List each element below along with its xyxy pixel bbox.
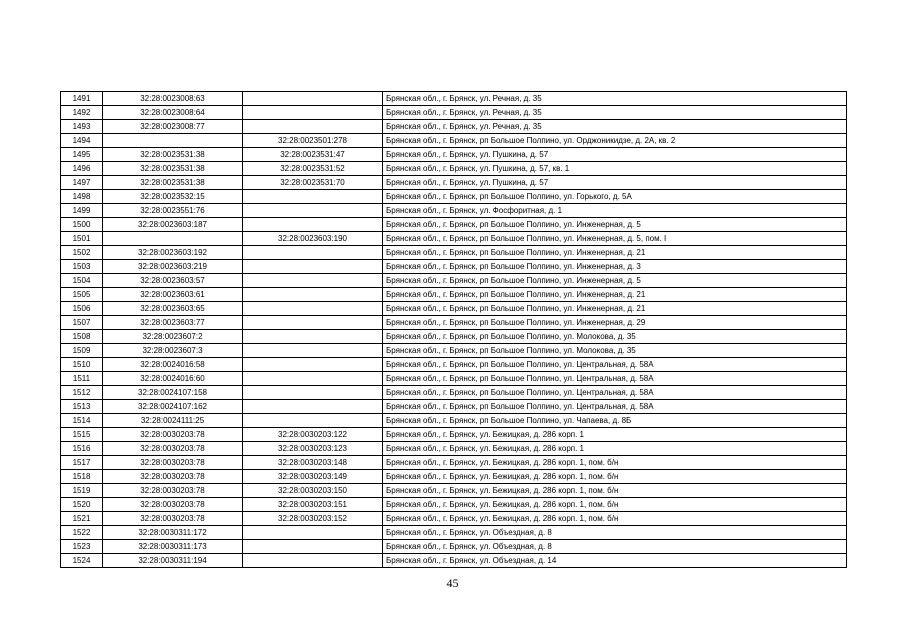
land-cadastral-number-cell: 32:28:0024016:60: [103, 372, 243, 386]
table-row: [61, 512, 847, 526]
row-number-cell: 1493: [61, 120, 103, 134]
land-cadastral-number-cell: 32:28:0023531:38: [103, 162, 243, 176]
address-cell: Брянская обл., г. Брянск, ул. Объездная, д. 8: [383, 526, 847, 540]
address-cell: Брянская обл., г. Брянск, ул. Бежицкая, д. 286 корп. 1, пом. б/н: [383, 484, 847, 498]
land-cadastral-number-cell: 32:28:0030311:173: [103, 540, 243, 554]
row-number-cell: 1499: [61, 204, 103, 218]
land-cadastral-number-cell: 32:28:0024016:58: [103, 358, 243, 372]
object-cadastral-number-cell: [243, 190, 383, 204]
table-row: [61, 190, 847, 204]
land-cadastral-number-cell: 32:28:0024107:158: [103, 386, 243, 400]
row-number-cell: 1524: [61, 554, 103, 568]
table-row: [61, 554, 847, 568]
land-cadastral-number-cell: 32:28:0030311:194: [103, 554, 243, 568]
table-row: [61, 148, 847, 162]
row-number-cell: 1510: [61, 358, 103, 372]
object-cadastral-number-cell: 32:28:0030203:150: [243, 484, 383, 498]
table-row: [61, 330, 847, 344]
land-cadastral-number-cell: 32:28:0023603:65: [103, 302, 243, 316]
table-row: [61, 456, 847, 470]
object-cadastral-number-cell: [243, 526, 383, 540]
address-cell: Брянская обл., г. Брянск, ул. Речная, д. 35: [383, 120, 847, 134]
object-cadastral-number-cell: [243, 372, 383, 386]
table-body: [61, 92, 847, 568]
land-cadastral-number-cell: [103, 134, 243, 148]
row-number-cell: 1508: [61, 330, 103, 344]
table-row: [61, 358, 847, 372]
land-cadastral-number-cell: 32:28:0023008:77: [103, 120, 243, 134]
object-cadastral-number-cell: [243, 386, 383, 400]
object-cadastral-number-cell: [243, 92, 383, 106]
address-cell: Брянская обл., г. Брянск, ул. Бежицкая, д. 286 корп. 1, пом. б/н: [383, 470, 847, 484]
row-number-cell: 1519: [61, 484, 103, 498]
object-cadastral-number-cell: [243, 246, 383, 260]
land-cadastral-number-cell: 32:28:0030203:78: [103, 484, 243, 498]
row-number-cell: 1522: [61, 526, 103, 540]
table-row: [61, 372, 847, 386]
row-number-cell: 1511: [61, 372, 103, 386]
row-number-cell: 1520: [61, 498, 103, 512]
address-cell: Брянская обл., г. Брянск, рп Большое Полпино, ул. Центральная, д. 58А: [383, 400, 847, 414]
object-cadastral-number-cell: 32:28:0030203:151: [243, 498, 383, 512]
object-cadastral-number-cell: 32:28:0030203:122: [243, 428, 383, 442]
address-cell: Брянская обл., г. Брянск, ул. Фосфоритная, д. 1: [383, 204, 847, 218]
row-number-cell: 1518: [61, 470, 103, 484]
row-number-cell: 1509: [61, 344, 103, 358]
address-cell: Брянская обл., г. Брянск, рп Большое Полпино, ул. Чапаева, д. 8Б: [383, 414, 847, 428]
table-row: [61, 120, 847, 134]
object-cadastral-number-cell: [243, 302, 383, 316]
object-cadastral-number-cell: [243, 316, 383, 330]
address-cell: Брянская обл., г. Брянск, ул. Пушкина, д. 57: [383, 148, 847, 162]
object-cadastral-number-cell: 32:28:0030203:148: [243, 456, 383, 470]
address-cell: Брянская обл., г. Брянск, ул. Бежицкая, д. 286 корп. 1, пом. б/н: [383, 498, 847, 512]
table-row: [61, 400, 847, 414]
address-cell: Брянская обл., г. Брянск, рп Большое Полпино, ул. Инженерная, д. 5, пом. I: [383, 232, 847, 246]
row-number-cell: 1504: [61, 274, 103, 288]
address-cell: Брянская обл., г. Брянск, ул. Пушкина, д. 57: [383, 176, 847, 190]
land-cadastral-number-cell: 32:28:0030203:78: [103, 428, 243, 442]
land-cadastral-number-cell: 32:28:0030203:78: [103, 498, 243, 512]
address-cell: Брянская обл., г. Брянск, рп Большое Полпино, ул. Инженерная, д. 21: [383, 288, 847, 302]
address-cell: Брянская обл., г. Брянск, рп Большое Полпино, ул. Молокова, д. 35: [383, 344, 847, 358]
address-cell: Брянская обл., г. Брянск, ул. Бежицкая, д. 286 корп. 1, пом. б/н: [383, 456, 847, 470]
object-cadastral-number-cell: [243, 330, 383, 344]
table-row: [61, 386, 847, 400]
table-row: [61, 106, 847, 120]
object-cadastral-number-cell: 32:28:0023531:47: [243, 148, 383, 162]
object-cadastral-number-cell: [243, 344, 383, 358]
table-row: [61, 274, 847, 288]
table-row: [61, 316, 847, 330]
land-cadastral-number-cell: 32:28:0023008:63: [103, 92, 243, 106]
object-cadastral-number-cell: [243, 358, 383, 372]
row-number-cell: 1498: [61, 190, 103, 204]
table-row: [61, 246, 847, 260]
address-cell: Брянская обл., г. Брянск, ул. Объездная, д. 8: [383, 540, 847, 554]
address-cell: Брянская обл., г. Брянск, ул. Речная, д. 35: [383, 92, 847, 106]
table-row: [61, 344, 847, 358]
address-cell: Брянская обл., г. Брянск, рп Большое Полпино, ул. Инженерная, д. 3: [383, 260, 847, 274]
object-cadastral-number-cell: [243, 400, 383, 414]
object-cadastral-number-cell: [243, 120, 383, 134]
land-cadastral-number-cell: 32:28:0030203:78: [103, 456, 243, 470]
object-cadastral-number-cell: 32:28:0030203:149: [243, 470, 383, 484]
object-cadastral-number-cell: 32:28:0030203:123: [243, 442, 383, 456]
object-cadastral-number-cell: 32:28:0023531:70: [243, 176, 383, 190]
row-number-cell: 1517: [61, 456, 103, 470]
table-row: [61, 302, 847, 316]
land-cadastral-number-cell: 32:28:0030203:78: [103, 512, 243, 526]
object-cadastral-number-cell: [243, 204, 383, 218]
address-cell: Брянская обл., г. Брянск, рп Большое Полпино, ул. Орджоникидзе, д. 2А, кв. 2: [383, 134, 847, 148]
land-cadastral-number-cell: 32:28:0023008:64: [103, 106, 243, 120]
table-row: [61, 414, 847, 428]
row-number-cell: 1502: [61, 246, 103, 260]
row-number-cell: 1507: [61, 316, 103, 330]
property-table: [60, 91, 847, 568]
object-cadastral-number-cell: 32:28:0030203:152: [243, 512, 383, 526]
row-number-cell: 1495: [61, 148, 103, 162]
address-cell: Брянская обл., г. Брянск, ул. Бежицкая, д. 286 корп. 1: [383, 442, 847, 456]
table-row: [61, 134, 847, 148]
address-cell: Брянская обл., г. Брянск, ул. Бежицкая, д. 286 корп. 1, пом. б/н: [383, 512, 847, 526]
table-row: [61, 428, 847, 442]
land-cadastral-number-cell: 32:28:0023603:61: [103, 288, 243, 302]
row-number-cell: 1492: [61, 106, 103, 120]
row-number-cell: 1521: [61, 512, 103, 526]
land-cadastral-number-cell: 32:28:0024111:25: [103, 414, 243, 428]
table-row: [61, 484, 847, 498]
address-cell: Брянская обл., г. Брянск, ул. Пушкина, д. 57, кв. 1: [383, 162, 847, 176]
address-cell: Брянская обл., г. Брянск, рп Большое Полпино, ул. Инженерная, д. 5: [383, 274, 847, 288]
land-cadastral-number-cell: 32:28:0030311:172: [103, 526, 243, 540]
row-number-cell: 1512: [61, 386, 103, 400]
row-number-cell: 1515: [61, 428, 103, 442]
row-number-cell: 1506: [61, 302, 103, 316]
address-cell: Брянская обл., г. Брянск, рп Большое Полпино, ул. Инженерная, д. 5: [383, 218, 847, 232]
table-row: [61, 204, 847, 218]
object-cadastral-number-cell: 32:28:0023531:52: [243, 162, 383, 176]
table-row: [61, 232, 847, 246]
land-cadastral-number-cell: 32:28:0023531:38: [103, 176, 243, 190]
table-row: [61, 540, 847, 554]
table-row: [61, 260, 847, 274]
page-number: 45: [446, 576, 459, 590]
object-cadastral-number-cell: [243, 274, 383, 288]
land-cadastral-number-cell: [103, 232, 243, 246]
land-cadastral-number-cell: 32:28:0023532:15: [103, 190, 243, 204]
land-cadastral-number-cell: 32:28:0023531:38: [103, 148, 243, 162]
table-row: [61, 498, 847, 512]
address-cell: Брянская обл., г. Брянск, рп Большое Полпино, ул. Центральная, д. 58А: [383, 358, 847, 372]
land-cadastral-number-cell: 32:28:0023603:192: [103, 246, 243, 260]
object-cadastral-number-cell: [243, 414, 383, 428]
object-cadastral-number-cell: 32:28:0023603:190: [243, 232, 383, 246]
table-row: [61, 442, 847, 456]
row-number-cell: 1496: [61, 162, 103, 176]
table-row: [61, 218, 847, 232]
object-cadastral-number-cell: [243, 218, 383, 232]
object-cadastral-number-cell: [243, 288, 383, 302]
table-row: [61, 162, 847, 176]
row-number-cell: 1491: [61, 92, 103, 106]
land-cadastral-number-cell: 32:28:0030203:78: [103, 470, 243, 484]
land-cadastral-number-cell: 32:28:0030203:78: [103, 442, 243, 456]
address-cell: Брянская обл., г. Брянск, рп Большое Полпино, ул. Молокова, д. 35: [383, 330, 847, 344]
row-number-cell: 1503: [61, 260, 103, 274]
land-cadastral-number-cell: 32:28:0023603:219: [103, 260, 243, 274]
address-cell: Брянская обл., г. Брянск, рп Большое Полпино, ул. Инженерная, д. 21: [383, 302, 847, 316]
address-cell: Брянская обл., г. Брянск, ул. Бежицкая, д. 286 корп. 1: [383, 428, 847, 442]
object-cadastral-number-cell: [243, 260, 383, 274]
row-number-cell: 1516: [61, 442, 103, 456]
object-cadastral-number-cell: [243, 554, 383, 568]
row-number-cell: 1513: [61, 400, 103, 414]
row-number-cell: 1501: [61, 232, 103, 246]
land-cadastral-number-cell: 32:28:0023603:187: [103, 218, 243, 232]
address-cell: Брянская обл., г. Брянск, рп Большое Полпино, ул. Инженерная, д. 29: [383, 316, 847, 330]
address-cell: Брянская обл., г. Брянск, рп Большое Полпино, ул. Инженерная, д. 21: [383, 246, 847, 260]
address-cell: Брянская обл., г. Брянск, рп Большое Полпино, ул. Центральная, д. 58А: [383, 372, 847, 386]
table-row: [61, 470, 847, 484]
land-cadastral-number-cell: 32:28:0023607:2: [103, 330, 243, 344]
object-cadastral-number-cell: [243, 106, 383, 120]
address-cell: Брянская обл., г. Брянск, рп Большое Полпино, ул. Центральная, д. 58А: [383, 386, 847, 400]
row-number-cell: 1494: [61, 134, 103, 148]
table-row: [61, 288, 847, 302]
row-number-cell: 1497: [61, 176, 103, 190]
land-cadastral-number-cell: 32:28:0023607:3: [103, 344, 243, 358]
land-cadastral-number-cell: 32:28:0024107:162: [103, 400, 243, 414]
land-cadastral-number-cell: 32:28:0023551:76: [103, 204, 243, 218]
object-cadastral-number-cell: [243, 540, 383, 554]
row-number-cell: 1505: [61, 288, 103, 302]
land-cadastral-number-cell: 32:28:0023603:57: [103, 274, 243, 288]
object-cadastral-number-cell: 32:28:0023501:278: [243, 134, 383, 148]
row-number-cell: 1500: [61, 218, 103, 232]
address-cell: Брянская обл., г. Брянск, ул. Речная, д. 35: [383, 106, 847, 120]
land-cadastral-number-cell: 32:28:0023603:77: [103, 316, 243, 330]
table-row: [61, 526, 847, 540]
address-cell: Брянская обл., г. Брянск, ул. Объездная, д. 14: [383, 554, 847, 568]
row-number-cell: 1523: [61, 540, 103, 554]
row-number-cell: 1514: [61, 414, 103, 428]
table-row: [61, 176, 847, 190]
table-row: [61, 92, 847, 106]
address-cell: Брянская обл., г. Брянск, рп Большое Полпино, ул. Горького, д. 5А: [383, 190, 847, 204]
